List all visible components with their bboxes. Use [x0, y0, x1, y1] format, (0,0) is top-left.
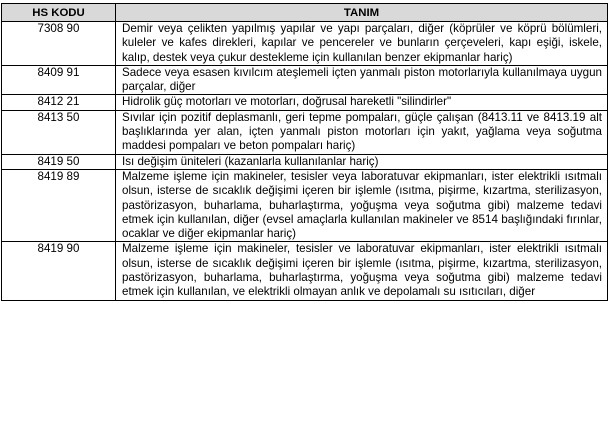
hs-code-cell: 8419 89 — [2, 169, 116, 241]
description-cell: Isı değişim üniteleri (kazanlarla kullanılanlar hariç) — [116, 154, 608, 169]
table-header-row — [2, 4, 608, 22]
hs-code-cell: 8419 90 — [2, 242, 116, 300]
table-row — [2, 95, 608, 110]
hs-code-cell: 8412 21 — [2, 95, 116, 110]
table-row — [2, 169, 608, 241]
hs-code-cell: 8413 50 — [2, 110, 116, 154]
table-row — [2, 154, 608, 169]
description-cell: Sıvılar için pozitif deplasmanlı, geri tepme pompaları, güçle çalışan (8413.11 ve 8413.19 alt başlıklarında yer alan, içten yanmalı piston motorları için yakıt, yağlama veya soğutma maddesi pompaları ve beton pompaları hariç) — [116, 110, 608, 154]
description-cell: Hidrolik güç motorları ve motorları, doğrusal hareketli "silindirler" — [116, 95, 608, 110]
hs-code-table — [1, 3, 608, 301]
hs-code-cell: 8409 91 — [2, 65, 116, 95]
header-hs-code: HS KODU — [2, 4, 116, 22]
description-cell: Sadece veya esasen kıvılcım ateşlemeli içten yanmalı piston motorlarıyla kullanılmaya uygun parçalar, diğer — [116, 65, 608, 95]
table-row — [2, 65, 608, 95]
description-cell: Malzeme işleme için makineler, tesisler veya laboratuvar ekipmanları, ister elektrikli ısıtmalı olsun, isterse de sıcaklık değişimi içeren bir işlemle (ısıtma, pişirme, kızartma, sterilizasyon, pastörizasyon, buharlama, buharlaştırma, yoğuşma veya soğutma gibi) malzeme tedavi etmek için kullanılan, diğer (evsel amaçlarla kullanılan makineler ve 8514 başlığındaki fırınlar, ocaklar ve diğer ekipmanlar hariç) — [116, 169, 608, 241]
table-row — [2, 22, 608, 66]
table-row — [2, 110, 608, 154]
hs-code-cell: 7308 90 — [2, 22, 116, 66]
hs-code-cell: 8419 50 — [2, 154, 116, 169]
description-cell: Demir veya çelikten yapılmış yapılar ve yapı parçaları, diğer (köprüler ve köprü bölümleri, kuleler ve kafes direkleri, kapılar ve pencereler ve bunların çerçeveleri, kapı eşiği, iskele, kalıp, destek veya çukur destekleme için kullanılan benzer ekipmanlar hariç) — [116, 22, 608, 66]
header-description: TANIM — [116, 4, 608, 22]
description-cell: Malzeme işleme için makineler, tesisler ve laboratuvar ekipmanları, ister elektrikli ısıtmalı olsun, isterse de sıcaklık değişimi içeren bir işlemle (ısıtma, pişirme, kızartma, sterilizasyon, pastörizasyon, buharlama, buharlaştırma, yoğuşma veya soğutma gibi) malzeme tedavi etmek için kullanılan, ve elektrikli olmayan anlık ve depolamalı su ısıtıcıları, diğer — [116, 242, 608, 300]
table-row — [2, 242, 608, 300]
